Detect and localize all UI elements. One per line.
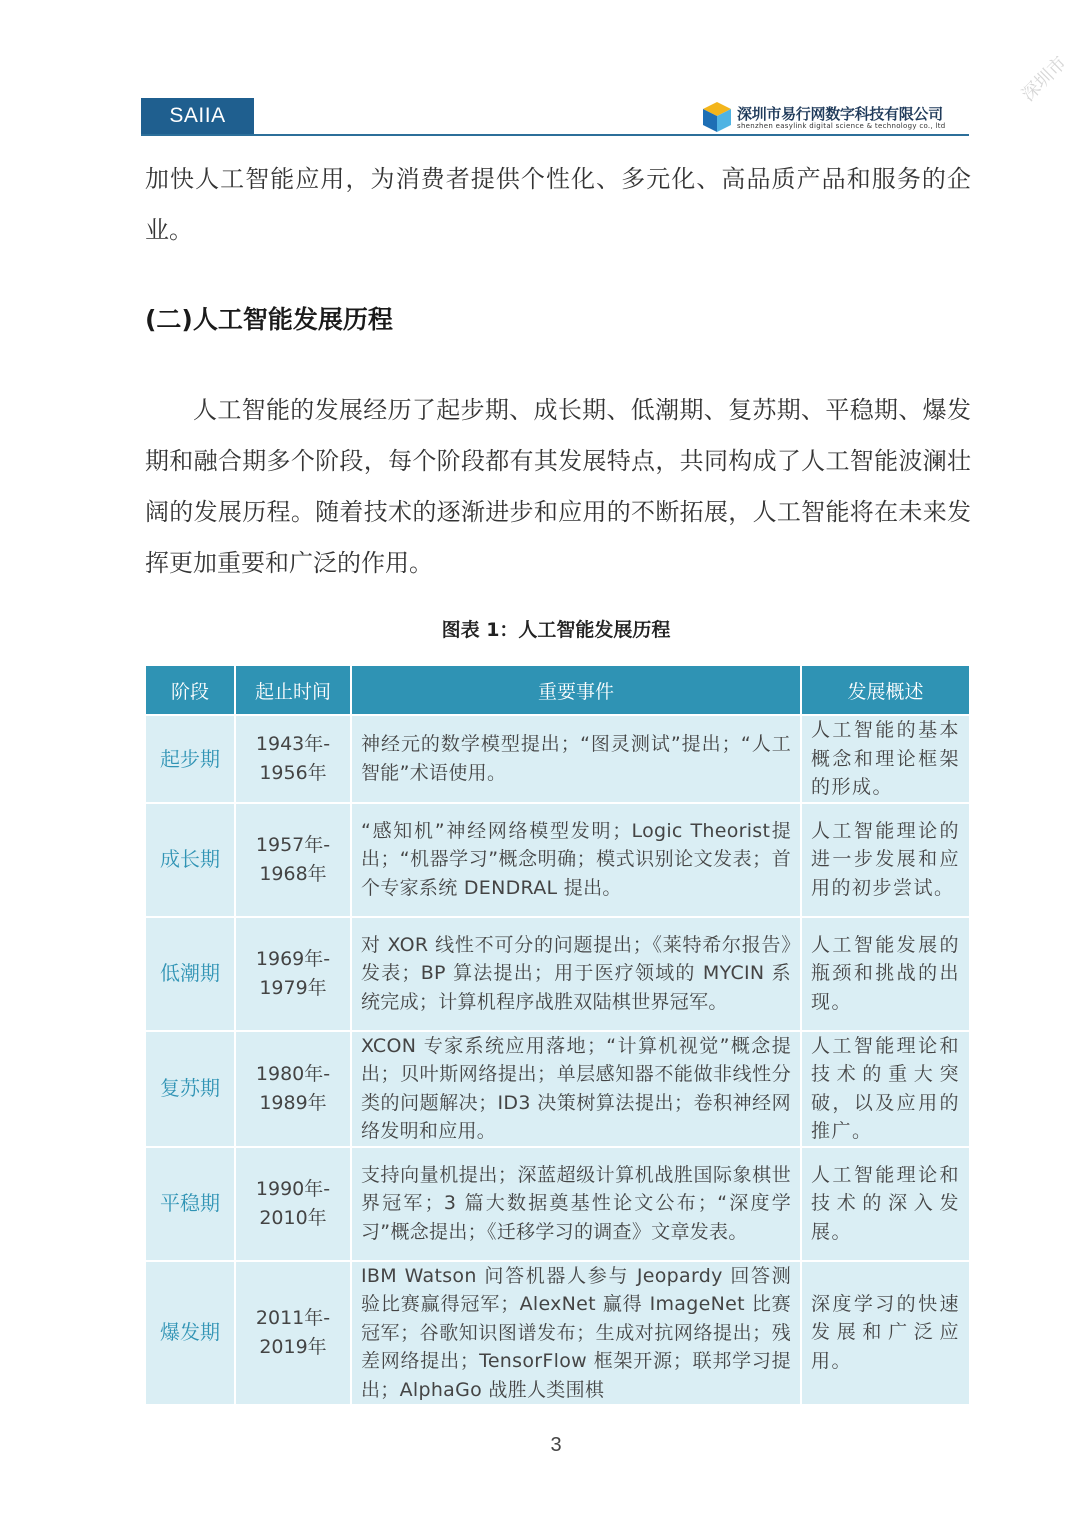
period-end: 1989年 bbox=[259, 1091, 327, 1114]
events-text: 支持向量机提出；深蓝超级计算机战胜国际象棋世界冠军；3 篇大数据奠基性论文公布；“深度学习”概念提出；《迁移学习的调查》文章发表。 bbox=[361, 1163, 791, 1243]
stage-cell: 平稳期 bbox=[145, 1147, 235, 1261]
summary-cell bbox=[801, 715, 970, 803]
period-start: 1980年- bbox=[255, 1063, 331, 1085]
period-start: 1943年- bbox=[255, 733, 331, 756]
events-text: 对 XOR 线性不可分的问题提出；《莱特希尔报告》发表；BP 算法提出；用于医疗领域的 MYCIN 系统完成；计算机程序战胜双陆棋世界冠军。 bbox=[361, 933, 791, 1013]
period-cell bbox=[235, 1147, 351, 1261]
events-text: 神经元的数学模型提出；“图灵测试”提出；“人工智能”术语使用。 bbox=[361, 733, 791, 784]
period-end: 1956年 bbox=[259, 761, 327, 784]
summary-text: 深度学习的快速发展和广泛应用。 bbox=[811, 1292, 960, 1372]
events-cell bbox=[351, 1031, 801, 1147]
summary-cell bbox=[801, 1147, 970, 1261]
body-paragraph: 人工智能的发展经历了起步期、成长期、低潮期、复苏期、平稳期、爆发期和融合期多个阶段，每个阶段都有其发展特点，共同构成了人工智能波澜壮阔的发展历程。随着技术的逐渐进步和应用的不断拓展，人工智能将在未来发挥更加重要和广泛的作用。 bbox=[145, 396, 971, 577]
table-row bbox=[145, 917, 970, 1031]
intro-paragraph: 加快人工智能应用，为消费者提供个性化、多元化、高品质产品和服务的企业。 bbox=[145, 165, 971, 244]
summary-cell bbox=[801, 1031, 970, 1147]
summary-cell bbox=[801, 1261, 970, 1405]
header-period: 起止时间 bbox=[235, 665, 351, 715]
header-events: 重要事件 bbox=[351, 665, 801, 715]
table-header-row bbox=[145, 665, 970, 715]
header-divider bbox=[141, 134, 969, 136]
period-cell bbox=[235, 1031, 351, 1147]
stage-cell: 起步期 bbox=[145, 715, 235, 803]
table-row bbox=[145, 1031, 970, 1147]
events-text: IBM Watson 问答机器人参与 Jeopardy 回答测验比赛赢得冠军；AlexNet 赢得 ImageNet 比赛冠军；谷歌知识图谱发布；生成对抗网络提出；残差网络提出；TensorFlow 框架开源；联邦学习提出；AlphaGo 战胜人类围棋 bbox=[361, 1264, 791, 1401]
cube-logo-icon bbox=[700, 100, 734, 134]
period-cell bbox=[235, 715, 351, 803]
table-caption: 图表 1：人工智能发展历程 bbox=[441, 619, 671, 641]
header-summary: 发展概述 bbox=[801, 665, 970, 715]
period-end: 1968年 bbox=[259, 862, 327, 885]
summary-text: 人工智能发展的瓶颈和挑战的出现。 bbox=[811, 933, 960, 1013]
summary-cell bbox=[801, 917, 970, 1031]
period-start: 1957年- bbox=[255, 834, 331, 856]
page-number: 3 bbox=[550, 1434, 562, 1456]
table-row bbox=[145, 803, 970, 917]
table-row bbox=[145, 715, 970, 803]
events-cell bbox=[351, 1261, 801, 1405]
company-name: 深圳市易行网数字科技有限公司 bbox=[737, 105, 943, 123]
summary-text: 人工智能理论和技术的深入发展。 bbox=[811, 1163, 960, 1243]
summary-text: 人工智能理论的进一步发展和应用的初步尝试。 bbox=[811, 819, 960, 899]
events-cell bbox=[351, 715, 801, 803]
events-cell bbox=[351, 917, 801, 1031]
period-cell bbox=[235, 917, 351, 1031]
header-stage: 阶段 bbox=[145, 665, 235, 715]
table-row bbox=[145, 1147, 970, 1261]
events-text: “感知机”神经网络模型发明；Logic Theorist提出；“机器学习”概念明确；模式识别论文发表；首个专家系统 DENDRAL 提出。 bbox=[361, 819, 791, 899]
events-text: XCON 专家系统应用落地；“计算机视觉”概念提出；贝叶斯网络提出；单层感知器不能做非线性分类的问题解决；ID3 决策树算法提出；卷积神经网络发明和应用。 bbox=[361, 1034, 791, 1142]
events-cell bbox=[351, 803, 801, 917]
stage-cell: 成长期 bbox=[145, 803, 235, 917]
period-end: 2010年 bbox=[259, 1206, 327, 1229]
stage-cell: 低潮期 bbox=[145, 917, 235, 1031]
ai-history-table bbox=[144, 664, 971, 1406]
period-end: 1979年 bbox=[259, 976, 327, 999]
header-tab: SAIIA bbox=[141, 98, 254, 134]
summary-text: 人工智能的基本概念和理论框架的形成。 bbox=[811, 719, 960, 798]
summary-cell bbox=[801, 803, 970, 917]
company-name-en: shenzhen easylink digital science & technology co., ltd bbox=[737, 122, 946, 130]
period-cell bbox=[235, 1261, 351, 1405]
watermark: 深圳市 bbox=[1017, 52, 1071, 106]
stage-cell: 爆发期 bbox=[145, 1261, 235, 1405]
period-start: 1969年- bbox=[255, 948, 331, 970]
section-title: (二)人工智能发展历程 bbox=[145, 305, 393, 334]
table-row bbox=[145, 1261, 970, 1405]
period-end: 2019年 bbox=[259, 1335, 327, 1358]
period-start: 2011年- bbox=[255, 1307, 331, 1329]
period-cell bbox=[235, 803, 351, 917]
summary-text: 人工智能理论和技术的重大突破，以及应用的推广。 bbox=[811, 1034, 960, 1142]
events-cell bbox=[351, 1147, 801, 1261]
period-start: 1990年- bbox=[255, 1178, 331, 1200]
stage-cell: 复苏期 bbox=[145, 1031, 235, 1147]
company-logo bbox=[700, 100, 972, 134]
